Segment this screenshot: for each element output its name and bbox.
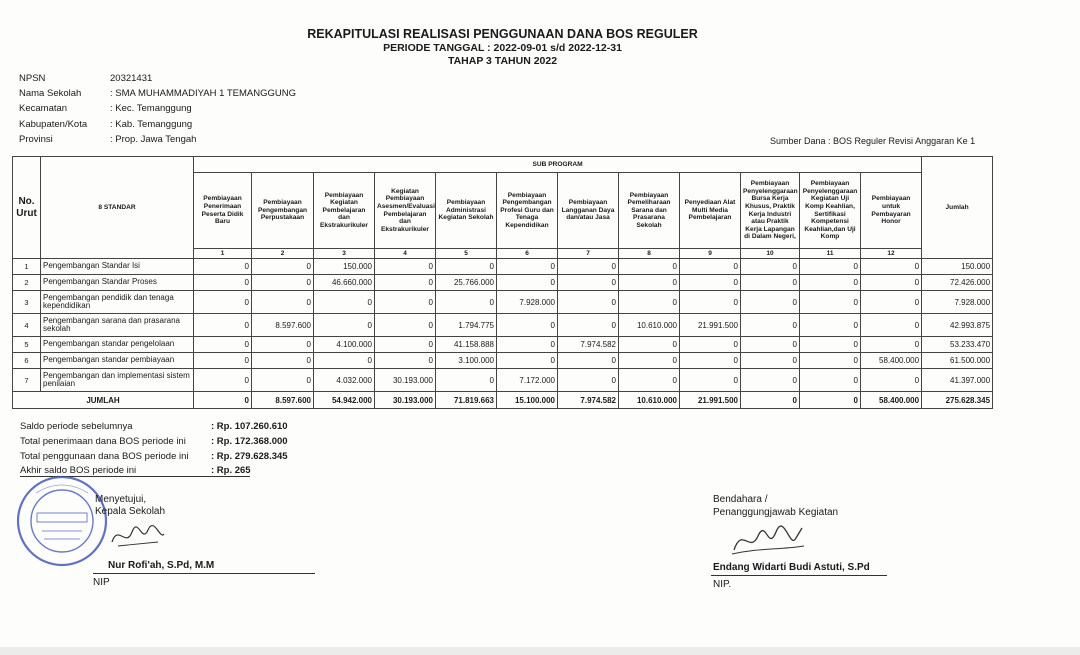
principal-nip: NIP — [93, 577, 110, 588]
subprogram-col-header: Kegiatan Pembiayaan Asesmen/Evaluasi Pembelajaran dan Ekstrakurikuler — [375, 173, 436, 249]
cell-value: 0 — [252, 275, 314, 291]
col-number: 2 — [252, 249, 314, 259]
right-role-label-1: Bendahara / — [713, 494, 768, 505]
left-signature-line — [93, 573, 315, 574]
row-number: 1 — [13, 259, 41, 275]
cell-value: 0 — [741, 259, 800, 275]
info-value-school: : SMA MUHAMMADIYAH 1 TEMANGGUNG — [110, 88, 296, 99]
cell-value: 0 — [436, 259, 497, 275]
cell-value: 30.193.000 — [375, 369, 436, 392]
cell-value: 0 — [314, 353, 375, 369]
cell-value: 46.660.000 — [314, 275, 375, 291]
school-seal-icon — [14, 473, 110, 569]
cell-value: 0 — [861, 337, 922, 353]
recap-table — [12, 156, 993, 409]
col-number: 12 — [861, 249, 922, 259]
cell-value: 0 — [861, 369, 922, 392]
cell-value: 0 — [558, 369, 619, 392]
total-cell-value: 0 — [194, 392, 252, 409]
col-number: 1 — [194, 249, 252, 259]
cell-value: 0 — [252, 291, 314, 314]
row-total: 41.397.000 — [922, 369, 993, 392]
cell-value: 0 — [558, 291, 619, 314]
cell-value: 0 — [252, 353, 314, 369]
cell-value: 0 — [194, 314, 252, 337]
table-row — [13, 337, 993, 353]
subprogram-col-header: Pembiayaan Penyelenggaraan Kegiatan Uji Komp Keahlian, Sertifikasi Kompetensi Keahlian,dan Uji Komp — [800, 173, 861, 249]
row-total: 7.928.000 — [922, 291, 993, 314]
col-number: 4 — [375, 249, 436, 259]
cell-value: 0 — [619, 337, 680, 353]
col-number: 10 — [741, 249, 800, 259]
cell-value: 0 — [497, 314, 558, 337]
grand-total: 275.628.345 — [922, 392, 993, 409]
row-number: 3 — [13, 291, 41, 314]
right-signature-line — [711, 575, 887, 576]
cell-value: 0 — [680, 259, 741, 275]
cell-value: 41.158.888 — [436, 337, 497, 353]
cell-value: 0 — [800, 259, 861, 275]
cell-value: 0 — [741, 275, 800, 291]
total-cell-value: 8.597.600 — [252, 392, 314, 409]
row-number: 7 — [13, 369, 41, 392]
col-header-total: Jumlah — [922, 157, 993, 259]
total-cell-value: 21.991.500 — [680, 392, 741, 409]
row-standard-name: Pengembangan standar pembiayaan — [41, 353, 194, 369]
cell-value: 0 — [558, 275, 619, 291]
cell-value: 0 — [619, 275, 680, 291]
cell-value: 0 — [497, 275, 558, 291]
right-role-label-2: Penanggungjawab Kegiatan — [713, 507, 839, 518]
cell-value: 0 — [861, 314, 922, 337]
col-header-standard: 8 STANDAR — [41, 157, 194, 259]
info-label-district: Kecamatan — [19, 103, 68, 114]
cell-value: 0 — [680, 291, 741, 314]
cell-value: 0 — [194, 353, 252, 369]
cell-value: 0 — [619, 259, 680, 275]
summary-value-prev-balance: : Rp. 107.260.610 — [211, 421, 288, 432]
cell-value: 0 — [680, 353, 741, 369]
subprogram-col-header: Pembiayaan Langganan Daya dan/atau Jasa — [558, 173, 619, 249]
row-standard-name: Pengembangan dan implementasi sistem penilaian — [41, 369, 194, 392]
left-role-label: Kepala Sekolah — [95, 506, 166, 517]
cell-value: 0 — [252, 259, 314, 275]
cell-value: 0 — [800, 369, 861, 392]
col-number: 9 — [680, 249, 741, 259]
cell-value: 3.100.000 — [436, 353, 497, 369]
cell-value: 58.400.000 — [861, 353, 922, 369]
cell-value: 0 — [741, 314, 800, 337]
row-standard-name: Pengembangan Standar Isi — [41, 259, 194, 275]
cell-value: 0 — [252, 369, 314, 392]
cell-value: 0 — [861, 275, 922, 291]
row-standard-name: Pengembangan standar pengelolaan — [41, 337, 194, 353]
table-row — [13, 259, 993, 275]
total-cell-value: 7.974.582 — [558, 392, 619, 409]
cell-value: 0 — [436, 291, 497, 314]
cell-value: 8.597.600 — [252, 314, 314, 337]
table-row — [13, 275, 993, 291]
total-cell-value: 0 — [800, 392, 861, 409]
treasurer-nip: NIP. — [713, 579, 732, 590]
row-total: 72.426.000 — [922, 275, 993, 291]
cell-value: 0 — [497, 259, 558, 275]
total-cell-value: 10.610.000 — [619, 392, 680, 409]
info-label-npsn: NPSN — [19, 73, 46, 84]
cell-value: 0 — [194, 259, 252, 275]
table-row — [13, 291, 993, 314]
cell-value: 0 — [252, 337, 314, 353]
subprogram-col-header: Pembiayaan Pemeliharaan Sarana dan Prasarana Sekolah — [619, 173, 680, 249]
cell-value: 0 — [558, 314, 619, 337]
summary-value-end-balance: : Rp. 265 — [211, 465, 251, 476]
table-row — [13, 314, 993, 337]
info-label-school: Nama Sekolah — [19, 88, 82, 99]
subprogram-col-header: Pembiayaan Penerimaan Peserta Didik Baru — [194, 173, 252, 249]
row-number: 6 — [13, 353, 41, 369]
treasurer-name: Endang Widarti Budi Astuti, S.Pd — [713, 562, 870, 573]
col-header-no: No. Urut — [13, 157, 41, 259]
cell-value: 0 — [619, 369, 680, 392]
cell-value: 0 — [436, 369, 497, 392]
row-number: 5 — [13, 337, 41, 353]
cell-value: 0 — [375, 353, 436, 369]
cell-value: 0 — [375, 259, 436, 275]
cell-value: 0 — [800, 337, 861, 353]
info-label-regency: Kabupaten/Kota — [19, 119, 88, 130]
cell-value: 0 — [194, 291, 252, 314]
cell-value: 21.991.500 — [680, 314, 741, 337]
col-number: 7 — [558, 249, 619, 259]
cell-value: 0 — [800, 353, 861, 369]
cell-value: 0 — [800, 275, 861, 291]
row-total: 150.000 — [922, 259, 993, 275]
cell-value: 0 — [619, 291, 680, 314]
row-standard-name: Pengembangan Standar Proses — [41, 275, 194, 291]
row-standard-name: Pengembangan pendidik dan tenaga kependidikan — [41, 291, 194, 314]
totals-label: JUMLAH — [13, 392, 194, 409]
subprogram-col-header: Pembiayaan Administrasi Kegiatan Sekolah — [436, 173, 497, 249]
cell-value: 0 — [194, 337, 252, 353]
cell-value: 0 — [314, 291, 375, 314]
fund-source: Sumber Dana : BOS Reguler Revisi Anggaran Ke 1 — [770, 136, 976, 146]
treasurer-signature-icon — [728, 520, 808, 560]
cell-value: 0 — [375, 337, 436, 353]
summary-value-usage: : Rp. 279.628.345 — [211, 451, 288, 462]
cell-value: 0 — [194, 275, 252, 291]
total-cell-value: 54.942.000 — [314, 392, 375, 409]
cell-value: 0 — [861, 291, 922, 314]
info-value-province: : Prop. Jawa Tengah — [110, 134, 197, 145]
cell-value: 7.172.000 — [497, 369, 558, 392]
info-label-province: Provinsi — [19, 134, 53, 145]
cell-value: 4.100.000 — [314, 337, 375, 353]
total-cell-value: 15.100.000 — [497, 392, 558, 409]
table-row — [13, 369, 993, 392]
subprogram-col-header: Pembiayaan Kegiatan Pembelajaran dan Ekstrakurikuler — [314, 173, 375, 249]
subprogram-col-header: Pembiayaan Penyelenggaraan Bursa Kerja Khusus, Praktik Kerja Industri atau Praktik Kerja Lapangan di Dalam Negeri, — [741, 173, 800, 249]
cell-value: 0 — [741, 337, 800, 353]
cell-value: 0 — [497, 353, 558, 369]
summary-value-receipts: : Rp. 172.368.000 — [211, 436, 288, 447]
cell-value: 25.766.000 — [436, 275, 497, 291]
info-value-npsn: 20321431 — [110, 73, 153, 84]
row-total: 53.233.470 — [922, 337, 993, 353]
report-period: PERIODE TANGGAL : 2022-09-01 s/d 2022-12-31 — [383, 42, 622, 54]
cell-value: 0 — [741, 291, 800, 314]
total-cell-value: 71.819.663 — [436, 392, 497, 409]
total-cell-value: 0 — [741, 392, 800, 409]
subprogram-col-header: Penyediaan Alat Multi Media Pembelajaran — [680, 173, 741, 249]
row-standard-name: Pengembangan sarana dan prasarana sekolah — [41, 314, 194, 337]
total-cell-value: 58.400.000 — [861, 392, 922, 409]
col-number: 5 — [436, 249, 497, 259]
cell-value: 0 — [194, 369, 252, 392]
col-number: 6 — [497, 249, 558, 259]
scan-edge — [0, 647, 1080, 655]
cell-value: 0 — [314, 314, 375, 337]
subprogram-header: SUB PROGRAM — [194, 157, 922, 173]
subprogram-col-header: Pembiayaan untuk Pembayaran Honor — [861, 173, 922, 249]
col-number: 3 — [314, 249, 375, 259]
summary-label-usage: Total penggunaan dana BOS periode ini — [20, 451, 189, 462]
report-stage: TAHAP 3 TAHUN 2022 — [447, 55, 558, 67]
cell-value: 7.928.000 — [497, 291, 558, 314]
table-row — [13, 353, 993, 369]
cell-value: 0 — [861, 259, 922, 275]
row-number: 4 — [13, 314, 41, 337]
cell-value: 0 — [497, 337, 558, 353]
cell-value: 1.794.775 — [436, 314, 497, 337]
cell-value: 0 — [741, 353, 800, 369]
total-cell-value: 30.193.000 — [375, 392, 436, 409]
cell-value: 4.032.000 — [314, 369, 375, 392]
info-value-regency: : Kab. Temanggung — [110, 119, 193, 130]
principal-signature-icon — [108, 520, 168, 552]
cell-value: 0 — [375, 291, 436, 314]
row-total: 42.993.875 — [922, 314, 993, 337]
summary-label-prev-balance: Saldo periode sebelumnya — [20, 421, 133, 432]
principal-name: Nur Rofi'ah, S.Pd, M.M — [108, 560, 215, 571]
cell-value: 0 — [375, 275, 436, 291]
info-value-district: : Kec. Temanggung — [110, 103, 192, 114]
cell-value: 0 — [680, 337, 741, 353]
cell-value: 10.610.000 — [619, 314, 680, 337]
cell-value: 0 — [680, 275, 741, 291]
cell-value: 0 — [800, 291, 861, 314]
summary-label-receipts: Total penerimaan dana BOS periode ini — [20, 436, 186, 447]
col-number: 11 — [800, 249, 861, 259]
cell-value: 7.974.582 — [558, 337, 619, 353]
summary-label-end-balance: Akhir saldo BOS periode ini — [20, 465, 137, 476]
col-number: 8 — [619, 249, 680, 259]
cell-value: 0 — [741, 369, 800, 392]
cell-value: 0 — [558, 353, 619, 369]
totals-row — [13, 392, 993, 409]
cell-value: 0 — [558, 259, 619, 275]
report-title: REKAPITULASI REALISASI PENGGUNAAN DANA BOS REGULER — [307, 27, 698, 41]
left-approval-label: Menyetujui, — [95, 494, 147, 505]
subprogram-col-header: Pembiayaan Pengembangan Perpustakaan — [252, 173, 314, 249]
cell-value: 0 — [680, 369, 741, 392]
cell-value: 0 — [800, 314, 861, 337]
cell-value: 0 — [619, 353, 680, 369]
subprogram-col-header: Pembiayaan Pengembangan Profesi Guru dan Tenaga Kependidikan — [497, 173, 558, 249]
row-number: 2 — [13, 275, 41, 291]
row-total: 61.500.000 — [922, 353, 993, 369]
cell-value: 150.000 — [314, 259, 375, 275]
cell-value: 0 — [375, 314, 436, 337]
